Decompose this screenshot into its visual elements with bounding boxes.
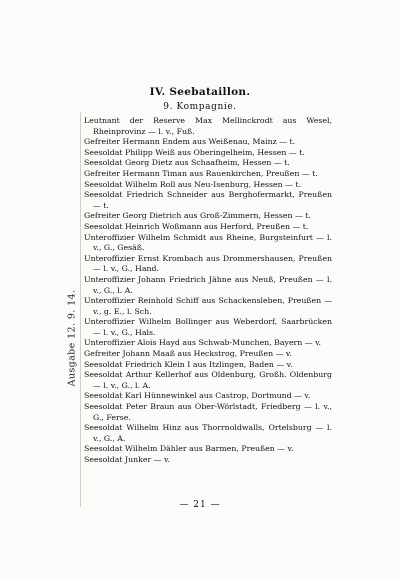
list-entry: Seesoldat Karl Hünnewinkel aus Castrop, Dortmund — v.	[84, 391, 311, 401]
list-entry: Seesoldat Philipp Weiß aus Oberingelheim, Hessen — t.	[84, 147, 305, 157]
company-subheading: 9. Kompagnie.	[163, 102, 237, 112]
list-entry: Gefreiter Johann Maaß aus Heckstrog, Preußen — v.	[84, 349, 292, 359]
list-entry: Seesoldat Friedrich Schneider aus Berghofermarkt, Preußen — t.	[84, 190, 332, 210]
page-number: — 21 —	[179, 500, 221, 510]
list-entry: Gefreiter Hermann Endem aus Weißenau, Mainz — t.	[84, 137, 296, 147]
list-entry: Gefreiter Hermann Timan aus Rauenkirchen, Preußen — t.	[84, 168, 318, 178]
list-entry: Seesoldat Wilhelm Hinz aus Thorrnoldwalls, Ortelsburg — l. v., G., A.	[84, 423, 332, 443]
list-entry: Gefreiter Georg Dietrich aus Groß-Zimmern, Hessen — t.	[84, 211, 311, 221]
list-entry: Seesoldat Wilhelm Roll aus Neu-Isenburg, Hessen — t.	[84, 179, 301, 189]
list-entry: Seesoldat Wilhelm Dähler aus Barmen, Preußen — v.	[84, 444, 294, 454]
list-entry: Unteroffizier Alois Hayd aus Schwab-Munchen, Bayern — v.	[84, 338, 322, 348]
margin-rule	[80, 112, 81, 507]
section-heading: IV. Seebataillon.	[149, 86, 251, 98]
list-entry: Seesoldat Arthur Kellerhof aus Oldenburg, Großh. Oldenburg — l. v., G., l. A.	[84, 370, 332, 390]
list-entry: Leutnant der Reserve Max Mellinckrodt aus Wesel, Rheinprovinz — l. v., Fuß.	[84, 116, 332, 136]
list-entry: Seesoldat Peter Braun aus Ober-Wörlstadt, Friedberg — l. v., G., Ferse.	[84, 402, 332, 422]
list-entry: Unteroffizier Reinhold Schiff aus Schackensleben, Preußen — v., g. E., l. Sch.	[84, 296, 332, 316]
list-entry: Seesoldat Friedrich Klein I aus Itzlingen, Baden — v.	[84, 359, 293, 369]
list-entry: Unteroffizier Wilhelm Schmidt aus Rheine, Burgsteinfurt — l. v., G., Gesäß.	[84, 232, 332, 253]
list-entry: Seesoldat Junker — v.	[84, 455, 170, 464]
list-entry: Unteroffizier Johann Friedrich Jähne aus Neuß, Preußen — l. v., G., l. A.	[84, 274, 332, 295]
list-entry: Seesoldat Georg Dietz aus Schaafheim, Hessen — t.	[84, 158, 290, 168]
list-entry: Seesoldat Heinrich Woßmann aus Herford, Preußen — t.	[84, 221, 309, 231]
side-note: Ausgabe 12. 9. 14.	[66, 289, 78, 387]
casualty-list	[84, 116, 332, 466]
list-entry: Unteroffizier Ernst Krombach aus Drommershausen, Preußen — l. v., G., Hand.	[84, 253, 332, 274]
list-entry: Unteroffizier Wilhelm Bollinger aus Weberdorf, Saarbrücken — l. v., G., Hals.	[84, 317, 332, 337]
